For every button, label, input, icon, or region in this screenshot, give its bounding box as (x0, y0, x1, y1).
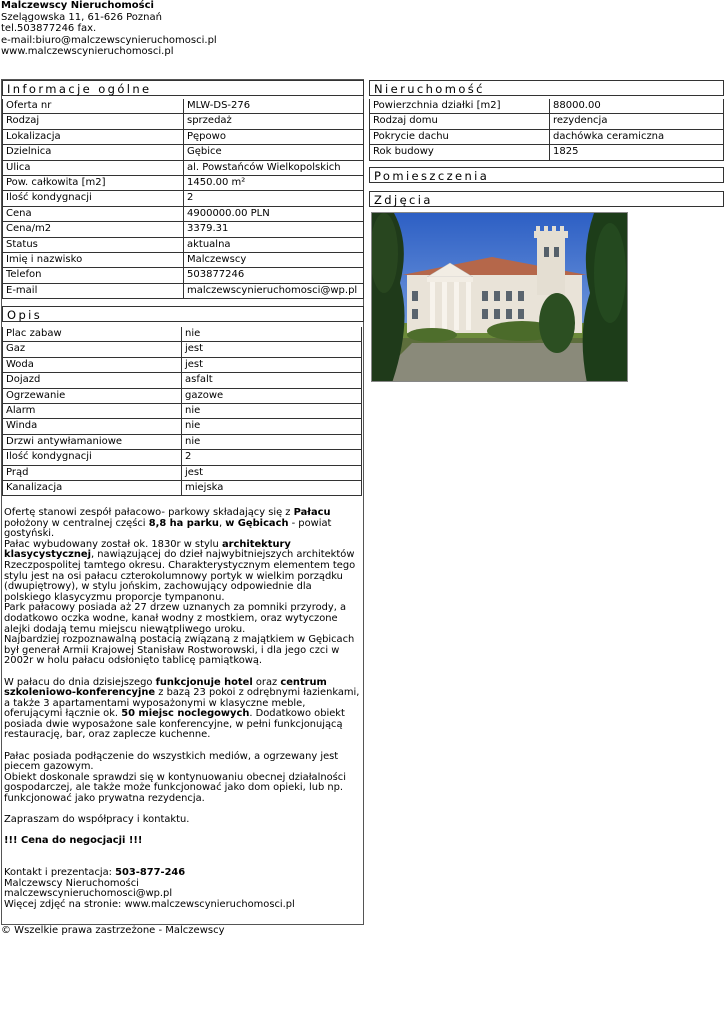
section-title-rooms: Pomieszczenia (369, 167, 724, 183)
general-info-table (2, 99, 364, 299)
property-row (369, 130, 724, 145)
general-info-value: Malczewscy (183, 253, 364, 268)
feature-label: Prąd (2, 466, 181, 481)
feature-label: Dojazd (2, 373, 181, 388)
feature-value: jest (181, 466, 362, 481)
property-row (369, 145, 724, 160)
description-paragraph: Najbardziej rozpoznawalną postacią związaną z majątkiem w Gębicach był generał Armii Krajowej Stanisław Rostworowski, i dla jego czci w 2002r w holu pałacu odsłonięto tablicę pamiątkową. (4, 634, 355, 667)
general-info-value: MLW-DS-276 (183, 99, 364, 114)
contact-name: Malczewscy Nieruchomości (4, 877, 139, 889)
feature-label: Kanalizacja (2, 481, 181, 496)
feature-label: Winda (2, 419, 181, 434)
property-label: Pokrycie dachu (369, 130, 549, 145)
general-info-value: malczewscynieruchomosci@wp.pl (183, 284, 364, 299)
general-info-row (2, 99, 364, 114)
feature-label: Gaz (2, 342, 181, 357)
general-info-row (2, 145, 364, 160)
general-info-row (2, 176, 364, 191)
general-info-label: Ilość kondygnacji (2, 191, 183, 206)
feature-row (2, 450, 362, 465)
general-info-label: Oferta nr (2, 99, 183, 114)
general-info-value: aktualna (183, 238, 364, 253)
section-title-photos: Zdjęcia (369, 191, 724, 207)
property-row (369, 99, 724, 114)
general-info-label: Status (2, 238, 183, 253)
description-paragraph: Zapraszam do współpracy i kontaktu. (4, 814, 190, 826)
contact-email: malczewscynieruchomosci@wp.pl (4, 888, 173, 900)
company-email: e-mail:biuro@malczewscynieruchomosci.pl (1, 34, 217, 46)
general-info-label: Ulica (2, 161, 183, 176)
general-info-row (2, 268, 364, 283)
property-photo[interactable] (371, 212, 628, 382)
general-info-row (2, 222, 364, 237)
feature-value: jest (181, 358, 362, 373)
feature-value: nie (181, 435, 362, 450)
feature-label: Drzwi antywłamaniowe (2, 435, 181, 450)
feature-value: gazowe (181, 389, 362, 404)
feature-row (2, 373, 362, 388)
feature-row (2, 342, 362, 357)
feature-row (2, 435, 362, 450)
contact-line: Kontakt i prezentacja: 503-877-246 (4, 867, 186, 879)
company-address: Szelągowska 11, 61-626 Poznań (1, 11, 162, 23)
palace-photo-image (372, 213, 628, 382)
copyright-footer: © Wszelkie prawa zastrzeżone - Malczewscy (1, 925, 225, 936)
feature-row (2, 327, 362, 342)
feature-label: Woda (2, 358, 181, 373)
property-value: dachówka ceramiczna (549, 130, 724, 145)
property-value: 1825 (549, 145, 724, 160)
description-paragraph: Pałac posiada podłączenie do wszystkich mediów, a ogrzewany jest piecem gazowym. (4, 750, 339, 773)
feature-value: nie (181, 419, 362, 434)
property-table (369, 99, 724, 161)
description-paragraph: Park pałacowy posiada aż 27 drzew uznanych za pomniki przyrody, a dodatkowo oczka wodne, kanał wodny z mostkiem, oraz wytyczone alejki dodają temu miejscu niewątpliwego uroku. (4, 602, 347, 635)
general-info-label: Telefon (2, 268, 183, 283)
general-info-value: 3379.31 (183, 222, 364, 237)
feature-label: Plac zabaw (2, 327, 181, 342)
property-label: Powierzchnia działki [m2] (369, 99, 549, 114)
feature-row (2, 404, 362, 419)
general-info-value: 4900000.00 PLN (183, 207, 364, 222)
general-info-label: Lokalizacja (2, 130, 183, 145)
feature-row (2, 419, 362, 434)
description (4, 508, 360, 911)
general-info-value: sprzedaż (183, 114, 364, 129)
section-title-general: Informacje ogólne (2, 80, 364, 96)
general-info-row (2, 253, 364, 268)
description-paragraph: Pałac wybudowany został ok. 1830r w stylu architektury klasycystycznej, nawiązującej do dzieł najwybitniejszych architektów Rzeczpospolitej tamtego okresu. Charakterystycznym elementem tego stylu jest na osi pałacu czterokolumnowy portyk w wielkim porządku (dwupiętrowy), w stylu jońskim, zachowujący odpowiednie dla polskiego klasycyzmu proporcje tympanonu. (4, 538, 356, 603)
description-paragraph: Obiekt doskonale sprawdzi się w kontynuowaniu obecnej działalności gospodarczej, ale także może funkcjonować jako dom opieki, lub np. funkcjonować jako prywatna rezydencja. (4, 771, 346, 805)
feature-row (2, 389, 362, 404)
feature-value: jest (181, 342, 362, 357)
general-info-row (2, 191, 364, 206)
feature-value: 2 (181, 450, 362, 465)
feature-row (2, 358, 362, 373)
feature-value: nie (181, 327, 362, 342)
general-info-label: Cena (2, 207, 183, 222)
general-info-row (2, 207, 364, 222)
general-info-label: Pow. całkowita [m2] (2, 176, 183, 191)
property-label: Rok budowy (369, 145, 549, 160)
feature-label: Ilość kondygnacji (2, 450, 181, 465)
general-info-row (2, 284, 364, 299)
section-title-property: Nieruchomość (369, 80, 724, 96)
feature-value: asfalt (181, 373, 362, 388)
general-info-value: 503877246 (183, 268, 364, 283)
general-info-label: Imię i nazwisko (2, 253, 183, 268)
description-paragraph: W pałacu do dnia dzisiejszego funkcjonuje hotel oraz centrum szkoleniowo-konferencyjne z bazą 23 pokoi z odrębnymi łazienkami, a także 3 apartamentami wyposażonymi w klasyczne meble, oferującymi łącznie ok. 50 miejsc noclegowych. Dodatkowo obiekt posiada dwie wyposażone sale konferencyjne, w pełni funkcjonującą restaurację, bar, oraz zaplecze kuchenne. (4, 676, 360, 741)
company-name: Malczewscy Nieruchomości (1, 0, 154, 11)
agency-header (1, 0, 217, 58)
feature-label: Alarm (2, 404, 181, 419)
general-info-value: 2 (183, 191, 364, 206)
general-info-row (2, 114, 364, 129)
section-title-opis: Opis (2, 306, 364, 322)
general-info-value: al. Powstańców Wielkopolskich (183, 161, 364, 176)
company-phone: tel.503877246 fax. (1, 23, 97, 34)
feature-value: nie (181, 404, 362, 419)
price-negotiable-note: !!! Cena do negocjacji !!! (4, 835, 143, 847)
more-photos-link[interactable]: Więcej zdjęć na stronie: www.malczewscynieruchomosci.pl (4, 898, 295, 910)
general-info-value: Gębice (183, 145, 364, 160)
general-info-label: E-mail (2, 284, 183, 299)
feature-row (2, 481, 362, 496)
features-table (2, 327, 362, 496)
property-value: 88000.00 (549, 99, 724, 114)
general-info-label: Cena/m2 (2, 222, 183, 237)
property-label: Rodzaj domu (369, 114, 549, 129)
general-info-value: 1450.00 m² (183, 176, 364, 191)
general-info-label: Rodzaj (2, 114, 183, 129)
general-info-row (2, 238, 364, 253)
feature-label: Ogrzewanie (2, 389, 181, 404)
property-value: rezydencja (549, 114, 724, 129)
company-website: www.malczewscynieruchomosci.pl (1, 46, 174, 57)
description-paragraph: Ofertę stanowi zespół pałacowo- parkowy składający się z Pałacu położony w centralnej części 8,8 ha parku, w Gębicach - powiat gostyński. (4, 507, 332, 540)
feature-value: miejska (181, 481, 362, 496)
general-info-label: Dzielnica (2, 145, 183, 160)
general-info-row (2, 130, 364, 145)
general-info-row (2, 161, 364, 176)
property-row (369, 114, 724, 129)
feature-row (2, 466, 362, 481)
general-info-value: Pępowo (183, 130, 364, 145)
